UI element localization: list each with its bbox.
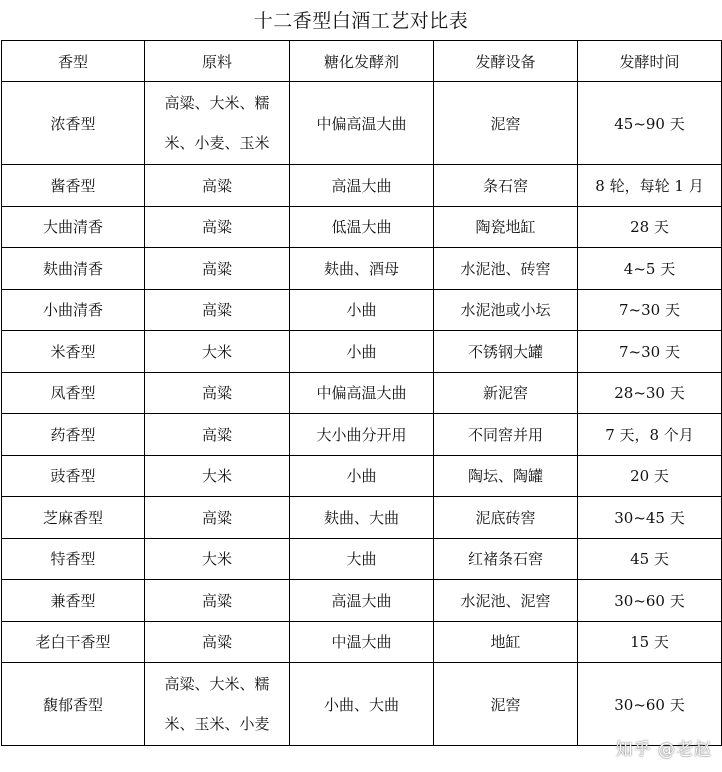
cell-fermentation-time: 45 天 [578,538,722,580]
cell-fermentation-time: 45~90 天 [578,82,722,165]
header-fermentation-equipment: 发酵设备 [434,41,578,82]
cell-aroma-type: 大曲清香 [2,206,145,248]
cell-raw-material: 高粱 [145,497,290,539]
table-row [2,82,722,165]
cell-fermentation-agent: 中偏高温大曲 [290,372,434,414]
table-row [2,289,722,331]
cell-raw-material: 高粱 [145,206,290,248]
cell-aroma-type: 小曲清香 [2,289,145,331]
cell-aroma-type: 芝麻香型 [2,497,145,539]
cell-fermentation-agent: 小曲 [290,455,434,497]
cell-fermentation-time: 15 天 [578,621,722,663]
cell-fermentation-time: 7~30 天 [578,289,722,331]
cell-raw-material: 高粱 [145,414,290,456]
cell-aroma-type: 药香型 [2,414,145,456]
table-row [2,331,722,373]
cell-aroma-type: 兼香型 [2,580,145,622]
cell-fermentation-equipment: 陶坛、陶罐 [434,455,578,497]
cell-fermentation-agent: 低温大曲 [290,206,434,248]
cell-fermentation-equipment: 泥窖 [434,663,578,746]
cell-aroma-type: 馥郁香型 [2,663,145,746]
zhihu-watermark: 知乎 @老赵 [615,740,712,760]
table-row [2,580,722,622]
table-row [2,455,722,497]
cell-fermentation-agent: 麸曲、酒母 [290,248,434,290]
liquor-process-table [1,40,722,746]
cell-fermentation-equipment: 陶瓷地缸 [434,206,578,248]
cell-fermentation-equipment: 泥底砖窖 [434,497,578,539]
cell-fermentation-agent: 麸曲、大曲 [290,497,434,539]
table-row [2,538,722,580]
cell-aroma-type: 特香型 [2,538,145,580]
cell-fermentation-time: 30~45 天 [578,497,722,539]
cell-aroma-type: 米香型 [2,331,145,373]
cell-fermentation-time: 30~60 天 [578,580,722,622]
cell-aroma-type: 凤香型 [2,372,145,414]
table-row [2,621,722,663]
cell-fermentation-equipment: 泥窖 [434,82,578,165]
cell-raw-material: 高粱 [145,165,290,207]
cell-fermentation-agent: 小曲 [290,289,434,331]
cell-fermentation-agent: 中温大曲 [290,621,434,663]
cell-fermentation-agent: 中偏高温大曲 [290,82,434,165]
cell-fermentation-time: 28 天 [578,206,722,248]
table-row [2,663,722,746]
cell-aroma-type: 老白干香型 [2,621,145,663]
cell-raw-material: 高粱 [145,372,290,414]
cell-fermentation-equipment: 条石窖 [434,165,578,207]
table-row [2,248,722,290]
cell-aroma-type: 酱香型 [2,165,145,207]
cell-fermentation-time: 30~60 天 [578,663,722,746]
table-row [2,497,722,539]
cell-aroma-type: 麸曲清香 [2,248,145,290]
header-fermentation-time: 发酵时间 [578,41,722,82]
cell-fermentation-time: 4~5 天 [578,248,722,290]
cell-raw-material: 高粱 [145,621,290,663]
header-raw-material: 原料 [145,41,290,82]
cell-fermentation-time: 8 轮，每轮 1 月 [578,165,722,207]
cell-aroma-type: 浓香型 [2,82,145,165]
header-aroma-type: 香型 [2,41,145,82]
cell-fermentation-agent: 高温大曲 [290,580,434,622]
cell-fermentation-equipment: 水泥池或小坛 [434,289,578,331]
cell-fermentation-equipment: 不同窖并用 [434,414,578,456]
cell-aroma-type: 豉香型 [2,455,145,497]
table-row [2,165,722,207]
cell-fermentation-time: 28~30 天 [578,372,722,414]
table-row [2,414,722,456]
cell-fermentation-agent: 大小曲分开用 [290,414,434,456]
cell-fermentation-equipment: 红褚条石窖 [434,538,578,580]
cell-raw-material: 大米 [145,455,290,497]
table-header-row [2,41,722,82]
cell-fermentation-time: 7 天，8 个月 [578,414,722,456]
cell-fermentation-agent: 高温大曲 [290,165,434,207]
cell-raw-material: 高粱 [145,580,290,622]
cell-raw-material: 高粱 [145,289,290,331]
cell-fermentation-equipment: 新泥窖 [434,372,578,414]
table-row [2,372,722,414]
cell-fermentation-time: 7~30 天 [578,331,722,373]
cell-raw-material: 高粱、大米、糯米、玉米、小麦 [145,663,290,746]
cell-fermentation-equipment: 水泥池、泥窖 [434,580,578,622]
cell-raw-material: 高粱、大米、糯米、小麦、玉米 [145,82,290,165]
header-fermentation-agent: 糖化发酵剂 [290,41,434,82]
table-row [2,206,722,248]
cell-fermentation-equipment: 地缸 [434,621,578,663]
cell-fermentation-equipment: 水泥池、砖窖 [434,248,578,290]
cell-raw-material: 大米 [145,538,290,580]
cell-fermentation-time: 20 天 [578,455,722,497]
cell-raw-material: 高粱 [145,248,290,290]
cell-raw-material: 大米 [145,331,290,373]
cell-fermentation-equipment: 不锈钢大罐 [434,331,578,373]
cell-fermentation-agent: 小曲 [290,331,434,373]
table-title: 十二香型白酒工艺对比表 [253,10,469,32]
cell-fermentation-agent: 小曲、大曲 [290,663,434,746]
cell-fermentation-agent: 大曲 [290,538,434,580]
